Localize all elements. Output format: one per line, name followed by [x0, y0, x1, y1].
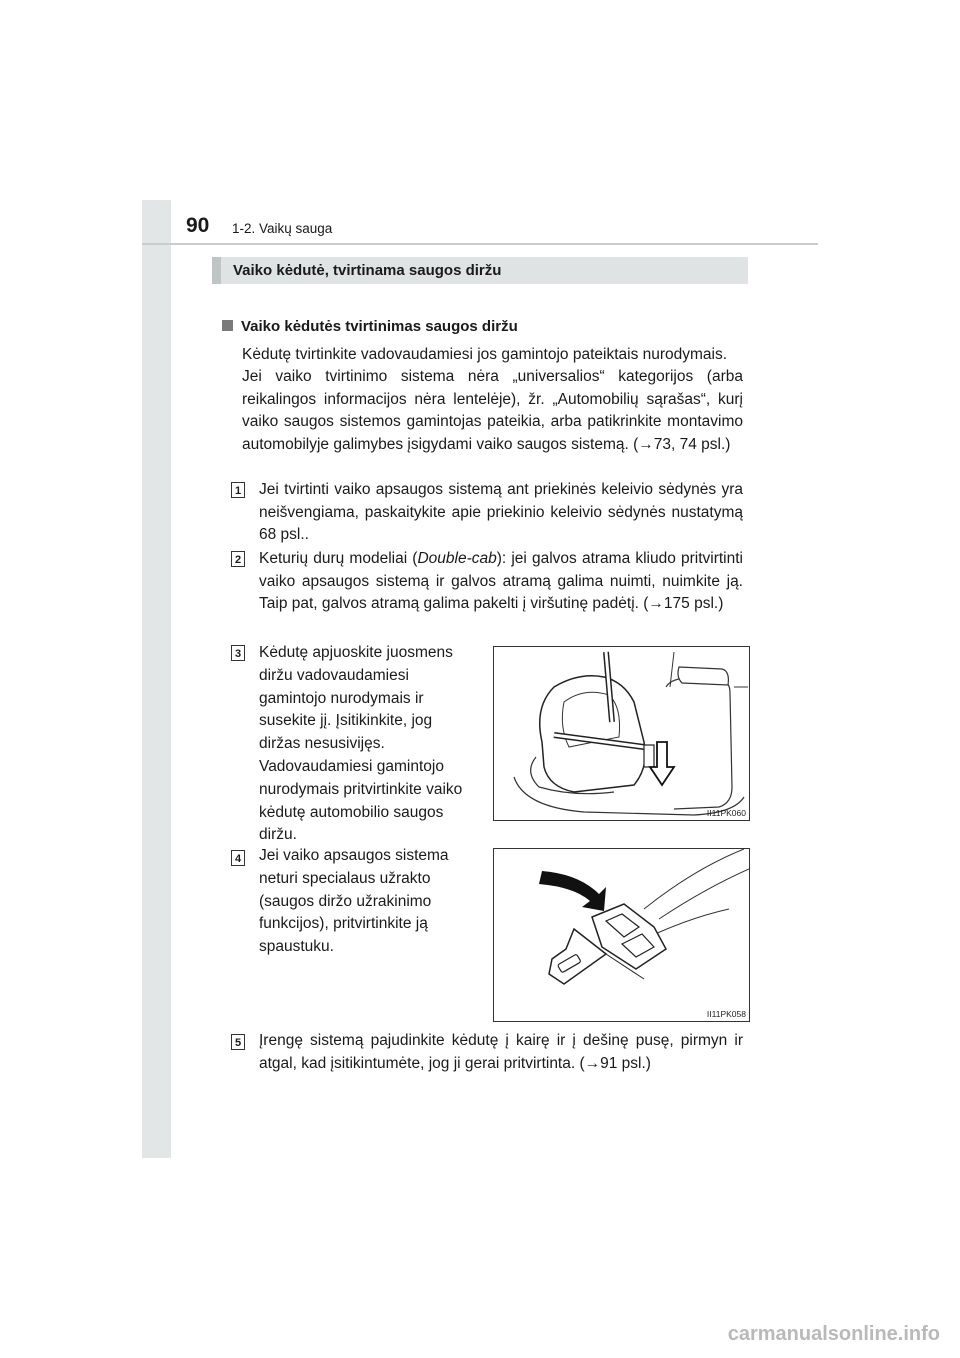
figure-code-1: II11PK060	[706, 808, 746, 818]
step-number-2: 2	[231, 551, 245, 567]
step-text-5: Įrengę sistemą pajudinkite kėdutę į kairę ir į dešinę pusę, pirmyn ir atgal, kad įsitikintumėte, jog ji gerai pritvirtinta. (→91 psl.)	[259, 1032, 743, 1072]
section-title: Vaiko kėdutė, tvirtinama saugos diržu	[233, 262, 502, 279]
step-text-1: Jei tvirtinti vaiko apsaugos sistemą ant priekinės keleivio sėdynės yra neišvengiama, paskaitykite apie priekinio keleivio sėdynės nustatymą 68 psl..	[259, 481, 743, 543]
step-text-2a: Keturių durų modeliai (	[259, 550, 418, 567]
step-text-4: Jei vaiko apsaugos sistema neturi specialaus užrakto (saugos diržo užrakinimo funkcijos), pritvirtinkite ją spaustuku.	[259, 847, 449, 956]
child-seat-illustration	[494, 647, 749, 820]
step-text-2	[259, 548, 743, 616]
subheading	[222, 318, 518, 335]
step-number-3: 3	[231, 645, 245, 661]
figure-belt-clip	[493, 848, 750, 1022]
step-text-2-model: Double-cab	[417, 550, 497, 567]
side-tab-bar	[142, 200, 171, 1158]
step-number-5: 5	[231, 1034, 245, 1050]
intro-paragraph-1: Kėdutę tvirtinkite vadovaudamiesi jos gamintojo pateiktais nurodymais.	[242, 346, 728, 363]
page-number: 90	[186, 214, 210, 237]
watermark: carmanualsonline.info	[727, 1323, 940, 1345]
step-text-3: Kėdutę apjuoskite juosmens diržu vadovaudamiesi gamintojo nurodymais ir susekite jį. Įsitikinkite, jog diržas nesusivijęs. Vadovaudamiesi gamintojo nurodymais pritvirtinkite vaiko kėdutę automobilio saugos diržu.	[259, 644, 463, 844]
belt-clip-illustration	[494, 849, 749, 1021]
figure-code-2: II11PK058	[706, 1009, 746, 1019]
header-divider	[142, 243, 818, 245]
figure-child-seat	[493, 646, 750, 821]
step-number-1: 1	[231, 482, 245, 498]
subheading-text: Vaiko kėdutės tvirtinimas saugos diržu	[241, 318, 518, 335]
step-number-4: 4	[231, 850, 245, 866]
chapter-title: 1-2. Vaikų sauga	[232, 221, 333, 236]
square-bullet-icon	[222, 320, 233, 331]
step-text-2b: ): jei galvos atrama kliudo pritvirtinti vaiko apsaugos sistemą ir galvos atramą galima nuimti, nuimkite ją. Taip pat, galvos atramą galima pakelti į viršutinę padėtį. (→175 psl.)	[259, 550, 743, 612]
section-header	[212, 257, 748, 284]
intro-paragraph-2: Jei vaiko tvirtinimo sistema nėra „universalios“ kategorijos (arba reikalingos informacijos nėra lentelėje), žr. „Automobilių sąrašas“, kurį vaiko saugos sistemos gamintojas pateikia, arba patikrinkite montavimo automobilyje galimybes įsigydami vaiko saugos sistemą. (→73, 74 psl.)	[242, 368, 743, 453]
